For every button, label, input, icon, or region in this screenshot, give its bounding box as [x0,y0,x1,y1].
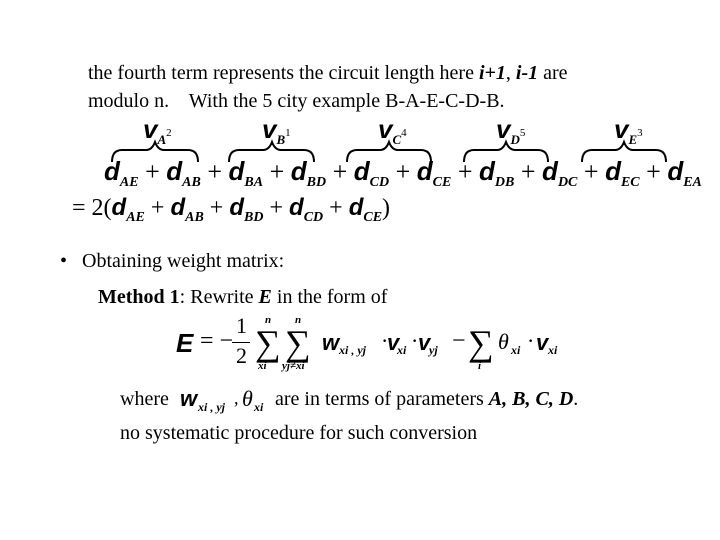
plus-sign: + [145,157,160,186]
comma: , [505,62,516,84]
sigma-symbol: ∑ [285,323,311,363]
sum-suffix: ) [382,195,391,221]
distance-subscript: CD [303,210,324,225]
sum-line [72,194,391,225]
energy-symbol: E [176,328,194,358]
weight-subscript: xi , yj [198,400,225,414]
plus-sign: + [520,157,536,186]
d-symbol: d [229,194,245,221]
where-text [270,386,578,412]
sum-prefix: = 2( [72,195,112,221]
distance-subscript: CD [369,175,390,190]
distance-subscript: DC [557,175,578,190]
parameters: A, B, C, D [488,388,574,410]
sum-lower-limit: yj≠xi [282,360,305,372]
sum-lower-limit: xi [258,360,267,372]
neuron-city: A [157,132,167,147]
intro-line-2: modulo n. With the 5 city example B-A-E-C-D-B. [88,90,505,112]
neuron-position: 5 [519,127,526,139]
index-plus: i+1 [478,62,506,84]
distance-subscript: AB [185,210,204,225]
distance-subscript: AB [182,175,201,190]
d-symbol: d [667,156,684,186]
theta-subscript: xi [511,343,521,357]
d-symbol: d [290,156,307,186]
minus-sign: − [452,328,466,354]
plus-sign: + [209,195,224,221]
distance-terms-row [104,156,702,190]
distance-subscript: DB [494,175,515,190]
v-symbol: v [536,330,549,355]
sum-lower-limit: i [478,360,482,372]
v-symbol: v [387,330,400,355]
dot-operator: · [527,328,535,353]
distance-subscript: EA [683,175,702,190]
neuron-city: E [628,132,638,147]
neuron-position: 2 [166,127,172,139]
energy-symbol: E [258,286,272,308]
equals-minus: = − [200,328,234,354]
period: . [573,388,579,410]
d-symbol: d [228,156,245,186]
plus-sign: + [150,195,165,221]
d-symbol: d [111,194,127,221]
plus-sign: + [269,195,284,221]
sum-upper-limit: n [295,314,302,326]
bullet-text: Obtaining weight matrix: [82,250,285,272]
intro-text: the fourth term represents the circuit length here [88,62,479,84]
separator: , [234,388,239,408]
dot-operator: · [381,328,389,353]
distance-subscript: BD [244,210,264,225]
weight-symbol: w [322,330,340,355]
d-symbol: d [289,194,304,221]
dot-operator: · [411,328,419,353]
distance-subscript: CE [432,175,452,190]
method-text: : Rewrite [179,286,259,308]
neuron-position: 1 [285,127,291,139]
neuron-city: B [276,132,286,147]
weight-subscript: xi , yj [339,343,366,357]
distance-subscript: BA [244,175,264,190]
neuron-position: 4 [401,127,407,139]
weight-symbol: w [180,386,198,411]
fraction-numerator: 1 [236,313,247,338]
bullet-item [60,248,284,274]
neuron-position: 3 [637,127,643,139]
fraction-denominator: 2 [236,343,247,368]
index-minus: i-1 [515,62,539,84]
distance-subscript: CE [363,210,383,225]
method-label: Method 1 [98,286,180,308]
theta-subscript: xi [254,400,264,414]
distance-subscript: AE [126,210,145,225]
plus-sign: + [395,157,411,186]
d-symbol: d [542,156,558,186]
distance-subscript: BD [306,175,327,190]
plus-sign: + [646,157,661,186]
v-subscript: xi [397,343,407,357]
plus-sign: + [269,157,285,186]
sum-upper-limit: n [265,314,272,326]
plus-sign: + [583,157,599,186]
distance-subscript: EC [620,175,640,190]
d-symbol: d [166,156,183,186]
v-subscript: yj [429,343,438,357]
where-prefix: where [120,388,169,410]
d-symbol: d [416,156,433,186]
method-line [98,284,387,310]
d-symbol: d [348,194,364,221]
d-symbol: d [170,194,186,221]
plus-sign: + [457,157,473,186]
intro-text-end: are [538,62,568,84]
sigma-symbol: ∑ [468,323,494,363]
theta-symbol: θ [498,329,509,354]
plus-sign: + [332,157,348,186]
distance-subscript: AE [119,175,139,190]
neuron-city: C [392,132,402,147]
v-symbol: v [614,114,629,144]
d-symbol: d [605,156,621,186]
d-symbol: d [353,156,370,186]
theta-symbol: θ [242,386,253,411]
d-symbol: d [104,156,120,186]
v-symbol: v [496,114,511,144]
v-symbol: v [378,114,393,144]
v-symbol: v [418,330,431,355]
method-text-end: in the form of [271,286,388,308]
where-description: are in terms of parameters [270,388,489,410]
neuron-city: D [510,132,520,147]
sigma-symbol: ∑ [255,323,281,363]
plus-sign: + [207,157,222,186]
v-symbol: v [143,114,158,144]
d-symbol: d [479,156,495,186]
v-subscript: xi [548,343,558,357]
v-symbol: v [262,114,277,144]
plus-sign: + [329,195,343,221]
conclusion-text: no systematic procedure for such conversion [120,422,478,444]
bullet-marker: • [60,250,68,272]
